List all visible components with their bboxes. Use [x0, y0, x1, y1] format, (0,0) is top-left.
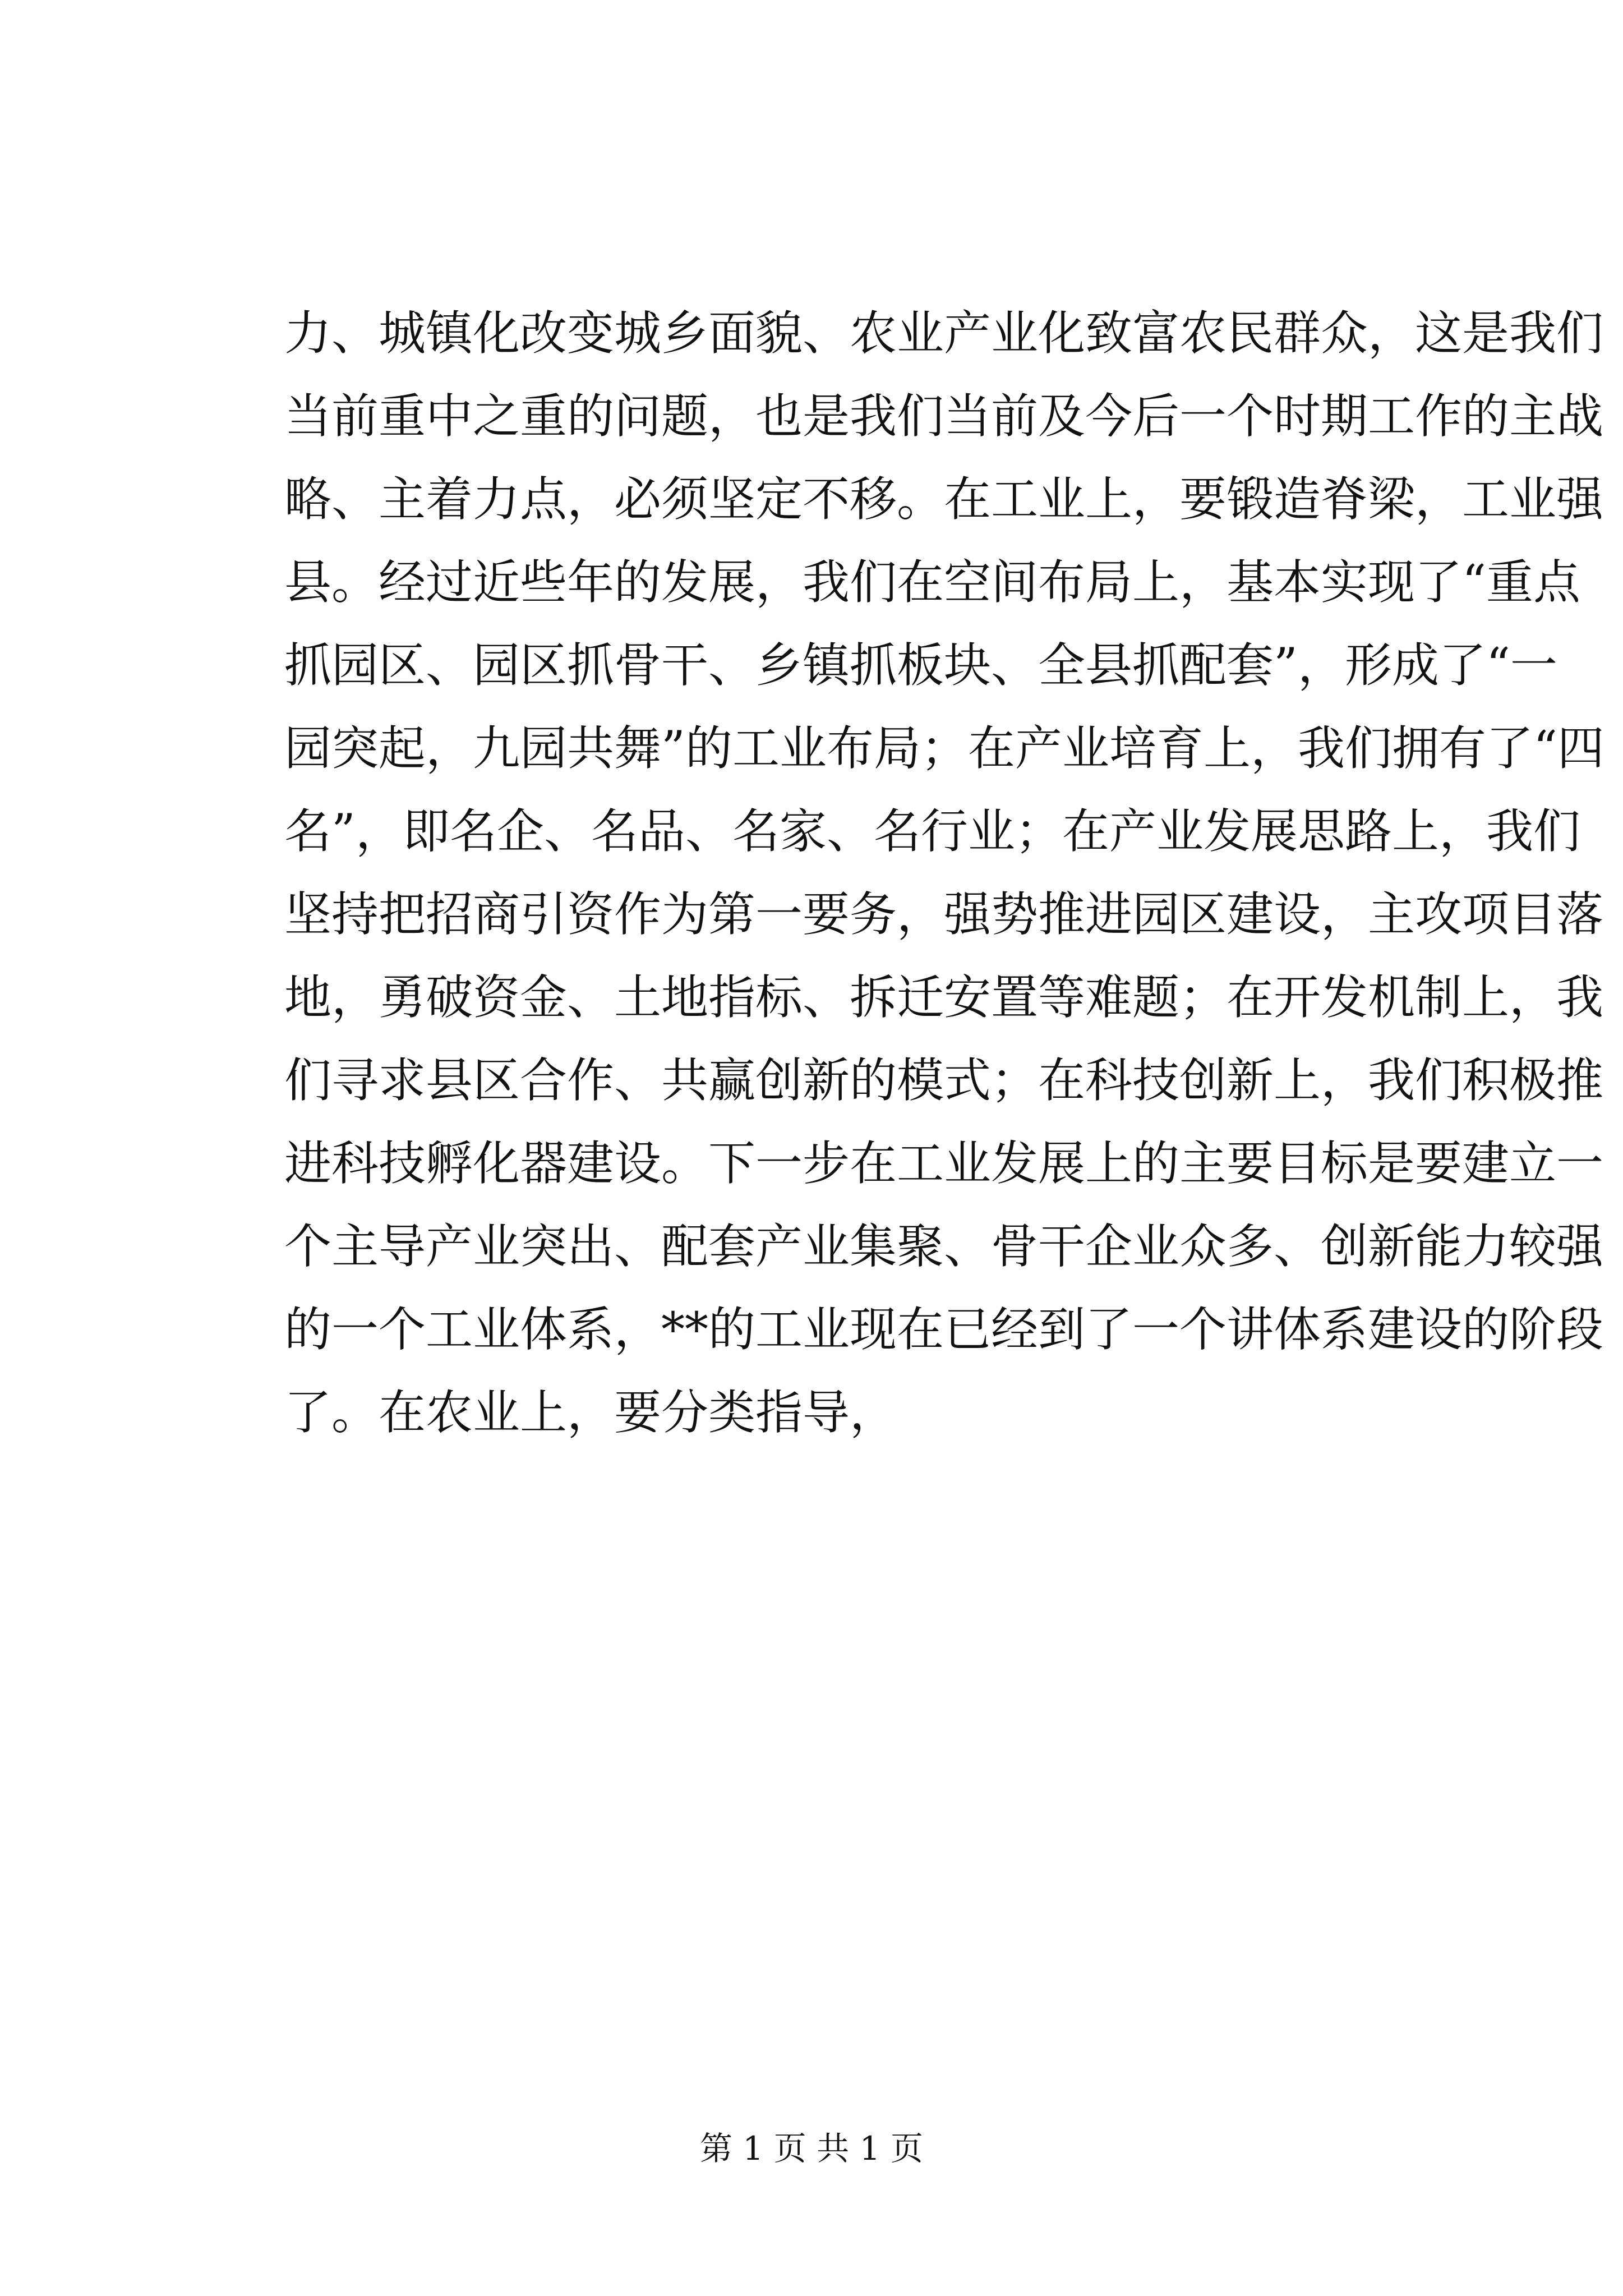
text-line: 的一个工业体系，**的工业现在已经到了一个讲体系建设的阶段: [284, 1302, 1604, 1357]
text-line: 园突起，九园共舞”的工业布局；在产业培育上，我们拥有了“四: [284, 721, 1604, 776]
text-line: 略、主着力点，必须坚定不移。在工业上，要锻造脊梁，工业强: [284, 472, 1604, 527]
text-line: 们寻求县区合作、共赢创新的模式；在科技创新上，我们积极推: [284, 1053, 1604, 1108]
text-line: 了。在农业上，要分类指导，: [284, 1385, 897, 1440]
text-line: 进科技孵化器建设。下一步在工业发展上的主要目标是要建立一: [284, 1136, 1604, 1191]
text-line: 当前重中之重的问题，也是我们当前及今后一个时期工作的主战: [284, 389, 1604, 444]
page-footer: 第 1 页 共 1 页: [700, 2129, 923, 2168]
text-line: 抓园区、园区抓骨干、乡镇抓板块、全县抓配套”，形成了“一: [284, 638, 1557, 693]
text-line: 力、城镇化改变城乡面貌、农业产业化致富农民群众，这是我们: [284, 306, 1604, 361]
text-line: 坚持把招商引资作为第一要务，强势推进园区建设，主攻项目落: [284, 887, 1604, 942]
text-line: 地，勇破资金、土地指标、拆迁安置等难题；在开发机制上，我: [284, 970, 1604, 1025]
text-line: 名”，即名企、名品、名家、名行业；在产业发展思路上，我们: [284, 804, 1580, 859]
body-paragraph: [284, 292, 1604, 1454]
text-line: 县。经过近些年的发展，我们在空间布局上，基本实现了“重点: [284, 555, 1580, 610]
text-line: 个主导产业突出、配套产业集聚、骨干企业众多、创新能力较强: [284, 1219, 1604, 1274]
